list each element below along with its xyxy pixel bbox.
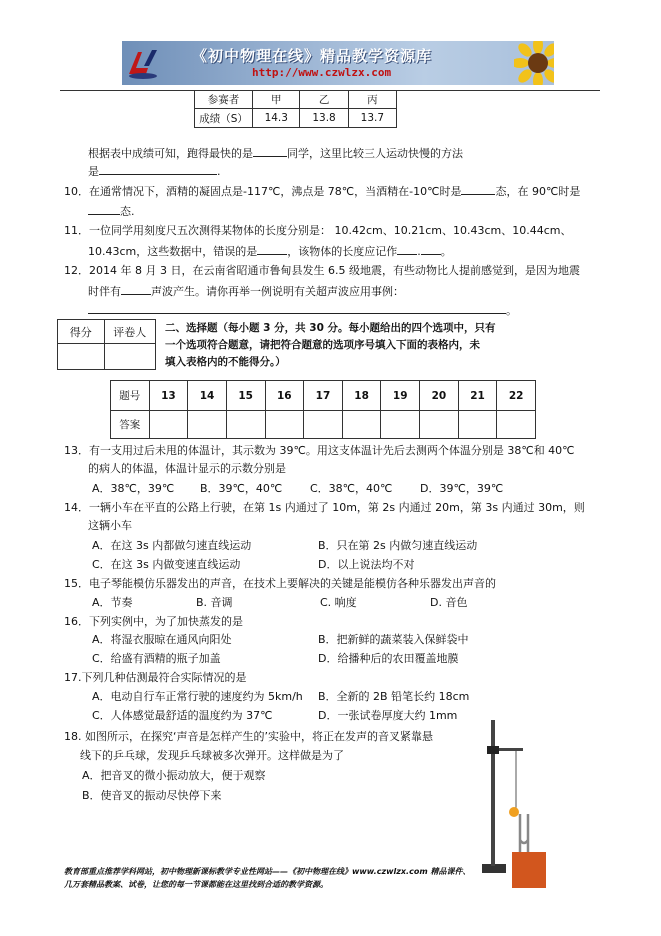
question-number-cell: 20	[420, 381, 459, 411]
banner-title: 《初中物理在线》精品教学资源库	[192, 47, 433, 65]
q10-line1: 10．在通常情况下，酒精的凝固点是-117℃，沸点是 78℃，当酒精在-10℃时是 态，在 90℃时是	[64, 185, 581, 198]
section2-line2: 一个选项符合题意，请把符合题意的选项序号填入下面的表格内，未	[165, 339, 480, 351]
table-header-cell: 参赛者	[195, 91, 253, 109]
q11-line2: 10.43cm，这些数据中，错误的是 ，该物体的长度应记作 . 。	[88, 245, 452, 258]
q11-line1: 11．一位同学用刻度尺五次测得某物体的长度分别是： 10.42cm、10.21cm、10.43cm、10.44cm、	[64, 224, 572, 237]
answer-blank[interactable]	[397, 243, 417, 255]
question-number-cell: 16	[265, 381, 304, 411]
site-logo-icon	[126, 46, 160, 80]
question-number-cell: 15	[226, 381, 265, 411]
q12-line2: 时伴有 声波产生。请你再举一例说明有关超声波应用事例：	[88, 285, 404, 298]
tuning-fork-icon	[520, 814, 528, 852]
banner-url: http://www.czwlzx.com	[252, 66, 392, 79]
q17-option-d[interactable]: D．一张试卷厚度大约 1mm	[318, 709, 458, 722]
q15-option-b[interactable]: B. 音调	[196, 596, 233, 609]
q14-option-c[interactable]: C．在这 3s 内做变速直线运动	[92, 558, 241, 571]
answer-cell[interactable]	[420, 411, 459, 439]
table-cell: 13.8	[300, 109, 348, 128]
answer-cell[interactable]	[226, 411, 265, 439]
footer-line1: 教育部重点推荐学科网站，初中物理新课标教学专业性网站——《初中物理在线》www.czwlzx.com 精品课件、	[64, 867, 471, 876]
race-results-table	[194, 90, 397, 128]
answer-blank[interactable]	[88, 302, 506, 314]
q14-option-a[interactable]: A．在这 3s 内都做匀速直线运动	[92, 539, 252, 552]
section2-line1: 二、选择题（每小题 3 分，共 30 分。每小题给出的四个选项中，只有	[165, 322, 496, 334]
q15-option-c[interactable]: C. 响度	[320, 596, 357, 609]
q13-option-a[interactable]: A．38℃，39℃	[92, 482, 175, 495]
table-cell: 14.3	[253, 109, 300, 128]
q13-line2: 的病人的体温，体温计显示的示数分别是	[88, 462, 286, 475]
table-row-label: 成绩（S）	[195, 109, 253, 128]
grader-field[interactable]	[104, 344, 155, 370]
q14-option-d[interactable]: D．以上说法均不对	[318, 558, 415, 571]
question-number-cell: 22	[497, 381, 536, 411]
answer-blank[interactable]	[253, 145, 287, 157]
answer-cell[interactable]	[381, 411, 420, 439]
ping-pong-ball-icon	[509, 807, 519, 817]
answer-table	[110, 380, 536, 439]
answer-blank[interactable]	[421, 243, 441, 255]
table-cell: 13.7	[348, 109, 396, 128]
question-number-cell: 17	[304, 381, 343, 411]
q17-option-b[interactable]: B．全新的 2B 铅笔长约 18cm	[318, 690, 470, 703]
q16-option-c[interactable]: C．给盛有酒精的瓶子加盖	[92, 652, 221, 665]
q13-option-d[interactable]: D．39℃，39℃	[420, 482, 504, 495]
q14-option-b[interactable]: B．只在第 2s 内做匀速直线运动	[318, 539, 478, 552]
answer-cell[interactable]	[188, 411, 227, 439]
q12-line1: 12．2014 年 8 月 3 日，在云南省昭通市鲁甸县发生 6.5 级地震，有些动物比人提前感觉到，是因为地震	[64, 264, 580, 277]
answer-cell[interactable]	[458, 411, 497, 439]
q18-option-a[interactable]: A．把音叉的微小振动放大，便于观察	[82, 769, 266, 782]
q18-option-b[interactable]: B．使音叉的振动尽快停下来	[82, 789, 222, 802]
q13-line1: 13．有一支用过后未甩的体温计，其示数为 39℃。用这支体温计先后去测两个体温分别是 38℃和 40℃	[64, 444, 575, 457]
q18-line2: 线下的乒乓球，发现乒乓球被多次弹开。这样做是为了	[80, 749, 344, 762]
table-header-cell: 丙	[348, 91, 396, 109]
answer-blank[interactable]	[257, 243, 287, 255]
score-field[interactable]	[58, 344, 105, 370]
answer-blank[interactable]	[99, 163, 217, 175]
q15-line1: 15．电子琴能模仿乐器发出的声音，在技术上要解决的关键是能模仿各种乐器发出声音的	[64, 577, 496, 590]
resonance-box-icon	[512, 852, 546, 888]
q15-option-d[interactable]: D. 音色	[430, 596, 468, 609]
answer-blank[interactable]	[121, 283, 151, 295]
q16-option-d[interactable]: D．给播种后的农田覆盖地膜	[318, 652, 459, 665]
q14-line2: 这辆小车	[88, 519, 132, 532]
q10-line2: 态.	[88, 203, 135, 219]
q9-line2: 是 .	[88, 165, 221, 178]
sunflower-icon	[514, 41, 554, 85]
question-number-cell: 14	[188, 381, 227, 411]
score-label: 得分	[58, 320, 105, 344]
answer-cell[interactable]	[265, 411, 304, 439]
answer-cell[interactable]	[149, 411, 188, 439]
q12-line3: 。	[88, 302, 517, 318]
q18-line1: 18. 如图所示，在探究‘声音是怎样产生的’实验中，将正在发声的音叉紧靠悬	[64, 730, 433, 743]
q16-option-b[interactable]: B．把新鲜的蔬菜装入保鲜袋中	[318, 633, 469, 646]
answer-cell[interactable]	[497, 411, 536, 439]
q17-line1: 17.下列几种估测最符合实际情况的是	[64, 671, 247, 684]
footer-line2: 几万套精品教案、试卷，让您的每一节课都能在这里找到合适的教学资源。	[64, 880, 328, 889]
header-banner	[122, 41, 554, 85]
table-header-cell: 甲	[253, 91, 300, 109]
answer-table-label: 题号	[111, 381, 150, 411]
tuning-fork-apparatus-figure	[476, 710, 548, 888]
section2-line3: 填入表格内的不能得分。）	[165, 356, 286, 368]
question-number-cell: 18	[342, 381, 381, 411]
question-number-cell: 19	[381, 381, 420, 411]
q14-line1: 14．一辆小车在平直的公路上行驶，在第 1s 内通过了 10m，第 2s 内通过 20m，第 3s 内通过 30m，则	[64, 501, 585, 514]
question-number-cell: 13	[149, 381, 188, 411]
answer-cell[interactable]	[304, 411, 343, 439]
stand-rod-icon	[491, 720, 495, 866]
answer-blank[interactable]	[88, 203, 120, 215]
q9-line1: 根据表中成绩可知，跑得最快的是 同学，这里比较三人运动快慢的方法	[88, 147, 463, 160]
q15-option-a[interactable]: A．节奏	[92, 596, 133, 609]
answer-blank[interactable]	[461, 183, 495, 195]
q16-option-a[interactable]: A．将湿衣服晾在通风向阳处	[92, 633, 232, 646]
question-number-cell: 21	[458, 381, 497, 411]
q17-option-c[interactable]: C．人体感觉最舒适的温度约为 37℃	[92, 709, 273, 722]
q17-option-a[interactable]: A．电动自行车正常行驶的速度约为 5km/h	[92, 690, 303, 703]
answer-table-label: 答案	[111, 411, 150, 439]
answer-cell[interactable]	[342, 411, 381, 439]
grader-label: 评卷人	[104, 320, 155, 344]
table-header-cell: 乙	[300, 91, 348, 109]
q13-option-c[interactable]: C．38℃，40℃	[310, 482, 393, 495]
score-box	[57, 319, 156, 370]
q13-option-b[interactable]: B．39℃，40℃	[200, 482, 283, 495]
q16-line1: 16．下列实例中，为了加快蒸发的是	[64, 615, 243, 628]
